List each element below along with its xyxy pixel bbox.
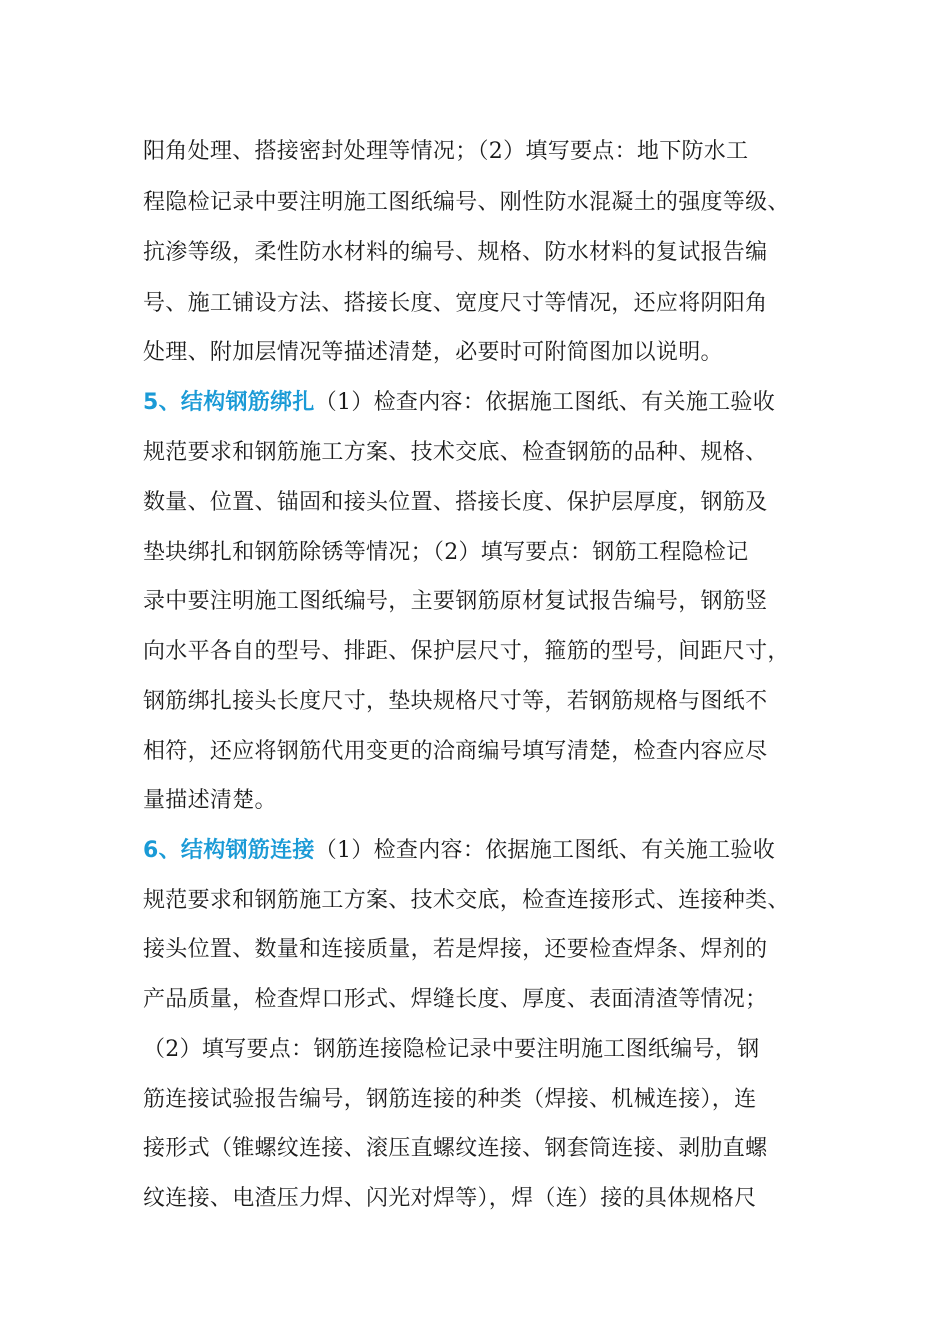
line-text: 接头位置、数量和连接质量，若是焊接，还要检查焊条、焊剂的: [143, 937, 768, 962]
text-line: [143, 1179, 756, 1219]
text-line: [143, 881, 790, 921]
section-heading: 6、结构钢筋连接: [143, 838, 315, 863]
text-line: [143, 433, 767, 473]
line-text: 产品质量，检查焊口形式、焊缝长度、厚度、表面清渣等情况；: [143, 987, 768, 1012]
text-line: [143, 183, 790, 223]
line-text: 处理、附加层情况等描述清楚，必要时可附简图加以说明。: [143, 340, 723, 365]
line-text: （1）检查内容：依据施工图纸、有关施工验收: [314, 838, 776, 863]
line-text: 阳角处理、搭接密封处理等情况；（2）填写要点：地下防水工: [143, 139, 749, 164]
line-text: 数量、位置、锚固和接头位置、搭接长度、保护层厚度，钢筋及: [143, 490, 768, 515]
text-line: [143, 980, 767, 1020]
line-text: 程隐检记录中要注明施工图纸编号、刚性防水混凝土的强度等级、: [143, 190, 790, 215]
text-line: [143, 781, 277, 821]
line-text: 接形式（锥螺纹连接、滚压直螺纹连接、钢套筒连接、剥肋直螺: [143, 1136, 768, 1161]
line-text: 纹连接、电渣压力焊、闪光对焊等），焊（连）接的具体规格尺: [143, 1186, 757, 1211]
text-line: [143, 533, 748, 573]
text-line: [143, 284, 767, 324]
text-line: [143, 483, 767, 523]
line-text: 量描述清楚。: [143, 788, 277, 813]
line-text: 垫块绑扎和钢筋除锈等情况；（2）填写要点：钢筋工程隐检记: [143, 540, 749, 565]
line-text: （2）填写要点：钢筋连接隐检记录中要注明施工图纸编号，钢: [143, 1037, 760, 1062]
line-text: 号、施工铺设方法、搭接长度、宽度尺寸等情况，还应将阴阳角: [143, 291, 768, 316]
text-line: [143, 1080, 756, 1120]
section-6-line: [143, 831, 775, 871]
text-line: [143, 582, 767, 622]
text-line: [143, 732, 767, 772]
text-line: [143, 1030, 759, 1070]
line-text: 录中要注明施工图纸编号，主要钢筋原材复试报告编号，钢筋竖: [143, 589, 768, 614]
line-text: 筋连接试验报告编号，钢筋连接的种类（焊接、机械连接），连: [143, 1087, 757, 1112]
text-line: [143, 632, 790, 672]
text-line: [143, 1129, 767, 1169]
line-text: 相符，还应将钢筋代用变更的洽商编号填写清楚，检查内容应尽: [143, 739, 768, 764]
text-line: [143, 233, 767, 273]
text-line: [143, 132, 748, 172]
text-line: [143, 682, 767, 722]
section-5-line: [143, 383, 775, 423]
line-text: 抗渗等级，柔性防水材料的编号、规格、防水材料的复试报告编: [143, 240, 768, 265]
text-line: [143, 333, 723, 373]
line-text: 钢筋绑扎接头长度尺寸，垫块规格尺寸等，若钢筋规格与图纸不: [143, 689, 768, 714]
line-text: （1）检查内容：依据施工图纸、有关施工验收: [314, 390, 776, 415]
section-heading: 5、结构钢筋绑扎: [143, 390, 315, 415]
line-text: 向水平各自的型号、排距、保护层尺寸，箍筋的型号，间距尺寸，: [143, 639, 790, 664]
line-text: 规范要求和钢筋施工方案、技术交底、检查钢筋的品种、规格、: [143, 440, 768, 465]
text-line: [143, 930, 767, 970]
line-text: 规范要求和钢筋施工方案、技术交底，检查连接形式、连接种类、: [143, 888, 790, 913]
